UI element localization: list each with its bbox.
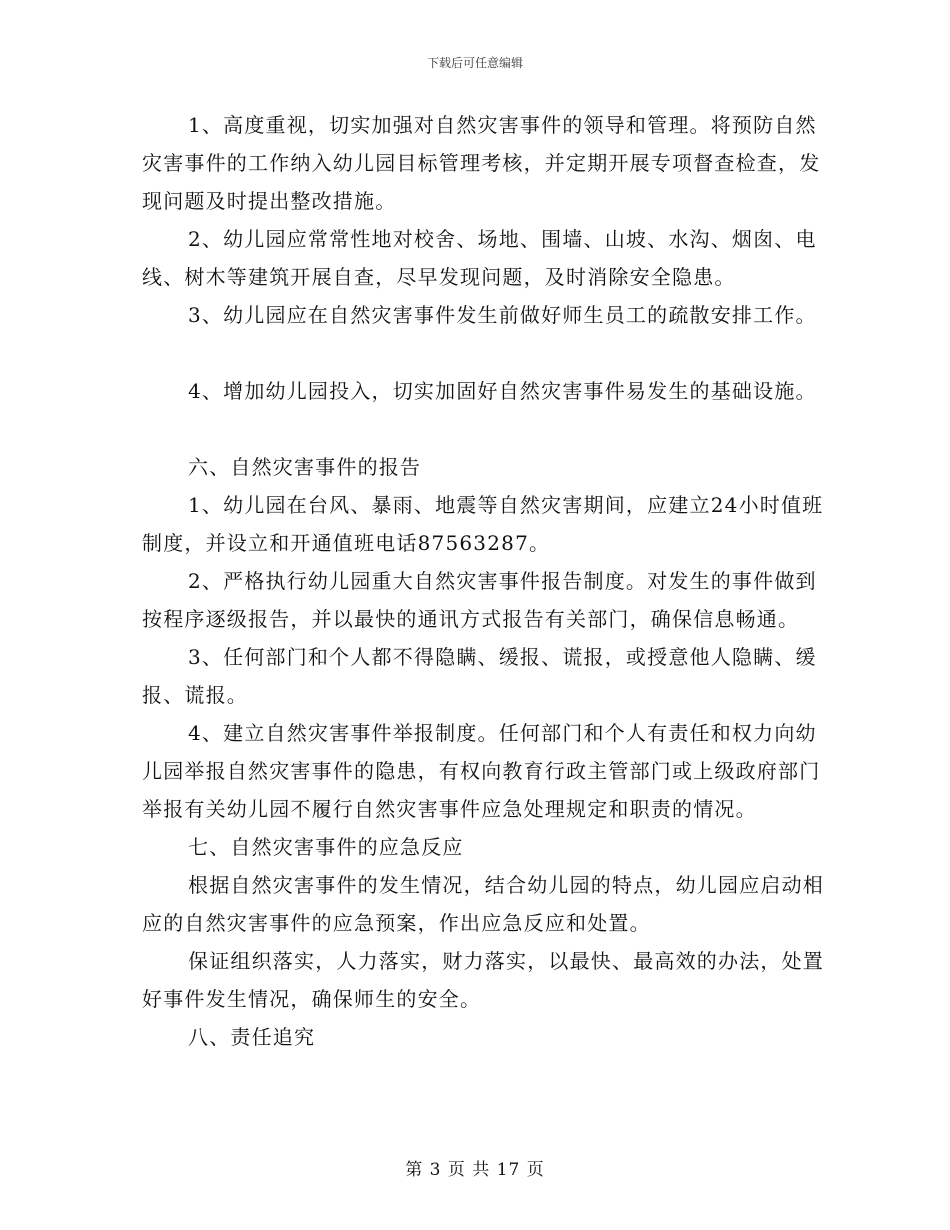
paragraph-6-2: 2、严格执行幼儿园重大自然灾害事件报告制度。对发生的事件做到按程序逐级报告，并以最快的通讯方式报告有关部门，确保信息畅通。 — [142, 569, 817, 631]
section-heading-6: 六、自然灾害事件的报告 — [188, 455, 422, 479]
paragraph-3: 3、幼儿园应在自然灾害事件发生前做好师生员工的疏散安排工作。 — [188, 303, 817, 327]
paragraph-7-1: 根据自然灾害事件的发生情况，结合幼儿园的特点，幼儿园应启动相应的自然灾害事件的应急预案，作出应急反应和处置。 — [142, 873, 824, 935]
paragraph-6-1: 1、幼儿园在台风、暴雨、地震等自然灾害期间，应建立24小时值班制度，并设立和开通值班电话87563287。 — [142, 493, 824, 555]
page-number-footer: 第 3 页 共 17 页 — [405, 1160, 545, 1180]
section-heading-8: 八、责任追究 — [188, 1025, 316, 1049]
paragraph-6-3: 3、任何部门和个人都不得隐瞒、缓报、谎报，或授意他人隐瞒、缓报、谎报。 — [142, 645, 817, 707]
document-body — [142, 106, 832, 1056]
header-note: 下载后可任意编辑 — [426, 56, 523, 70]
paragraph-7-2: 保证组织落实，人力落实，财力落实，以最快、最高效的办法，处置好事件发生情况，确保师生的安全。 — [142, 949, 824, 1011]
paragraph-4: 4、增加幼儿园投入，切实加固好自然灾害事件易发生的基础设施。 — [188, 379, 817, 403]
paragraph-6-4: 4、建立自然灾害事件举报制度。任何部门和个人有责任和权力向幼儿园举报自然灾害事件的隐患，有权向教育行政主管部门或上级政府部门举报有关幼儿园不履行自然灾害事件应急处理规定和职责的情况。 — [142, 721, 821, 821]
paragraph-1: 1、高度重视，切实加强对自然灾害事件的领导和管理。将预防自然灾害事件的工作纳入幼儿园目标管理考核，并定期开展专项督查检查，发现问题及时提出整改措施。 — [142, 113, 821, 213]
paragraph-2: 2、幼儿园应常常性地对校舍、场地、围墙、山坡、水沟、烟囱、电线、树木等建筑开展自查，尽早发现问题，及时消除安全隐患。 — [142, 227, 817, 289]
section-heading-7: 七、自然灾害事件的应急反应 — [188, 835, 464, 859]
